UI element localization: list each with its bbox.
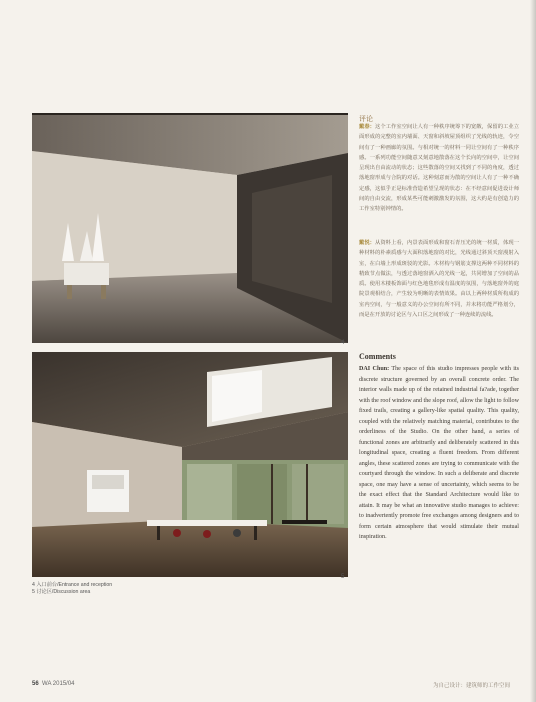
comment-author-en: DAI Chun:	[359, 366, 390, 372]
entrance-photo-image	[32, 113, 348, 343]
comment-paragraph-en	[359, 364, 519, 543]
comment-author-cn-2: 戴悦：	[359, 240, 376, 246]
comment-text-cn-2: 从资料上看，内景表面形成和窗石青压光的统一材质，体现一种材料的朴素质感与大面积落地窗的对比，光线通过斜顶天窗漫射入室，在白墙上形成斑驳的光影。木材构与钢筋支撑这两种不同材料的精致节点做法，与透过落地窗洒入的光线一起，共同增加了空间的品质。使用木楼板饰面与红色地毯形成有温度的氛围，与落地窗外的庭院景观相结合，产生较为明晰的表情效果。由以上两种材质所构成的室内空间，与一般意义的办公空间有所不同，并未将功能严格划分，而是在开放的讨论区与入口区之间形成了一种连续的流线。	[359, 240, 519, 319]
page-footer-left	[32, 681, 75, 687]
photo-captions	[32, 582, 112, 596]
discussion-photo-image	[32, 352, 348, 577]
photo-discussion-area	[32, 352, 348, 577]
caption-entrance: 4 入口前台/Entrance and reception	[32, 582, 113, 588]
page-footer-section-title: 为自己设计：建筑师的工作空间	[432, 683, 510, 689]
comment-text-cn-1: 这个工作室空间让人有一种秩序统筹下的宽敞，保留的工业立面形成的完整的室内墙面、天窗和斜坡屋顶组织了光线的轨迹，令空间有了一种画廊的氛围。与相对统一的材料一同让空间有了一种秩序感。一系列功能空间随意又刻意地散落在这个长向的空间中，让空间呈现出自由流动的状态；这些散落的空间又找到了不同的角度，透过落地窗形成与合院的对话。这种刻意而为散的空间让人有了一种不确定感，这似乎正是标准营造希望呈现的状态：在不经意间促进设计师间的自由交流，形成某些可能刺激激发的氛围，这大约是有创造力的工作室特别钟情的。	[359, 124, 519, 213]
photo-number-4: 4	[341, 340, 345, 346]
comments-heading-en: Comments	[359, 352, 396, 361]
caption-discussion: 5 讨论区/Discussion area	[32, 589, 91, 595]
photo-entrance-reception	[32, 113, 348, 343]
comment-paragraph-cn-1	[359, 122, 519, 215]
page-number: 56	[32, 681, 39, 687]
comment-author-cn-1: 戴春：	[359, 124, 376, 130]
issue-label: WA 2015/04	[42, 681, 75, 687]
comment-text-en: The space of this studio impresses people with its discrete structure governed by an overall concrete order. The interior walls made up of the retained industrial fa?ade, together with the roof window and the slope roof, allow the light to follow fixed trails, creating a gallery-like spatial quality. This quality, coupled with the relatively matching material, contributes to the orderliness of the Studio. On the other hand, a series of functional zones are arbitrarily and deliberately scattered in this longitudinal space, creating a fluent freedom. From different angles, these scattered zones are trying to communicate with the courtyard through the window. In such a deliberate and discrete space, one may have a sense of uncertainty, which seems to be the exact effect that the Standard Architecture would like to attain. It may be what an innovative studio manages to achieve: to inadvertently promote free exchanges among designers and to form certain atmosphere that would stimulate their mutual inspiration.	[359, 366, 519, 540]
comment-heading-cn: 评论	[359, 115, 373, 123]
comment-paragraph-cn-2	[359, 238, 519, 320]
photo-number-5: 5	[341, 574, 345, 580]
